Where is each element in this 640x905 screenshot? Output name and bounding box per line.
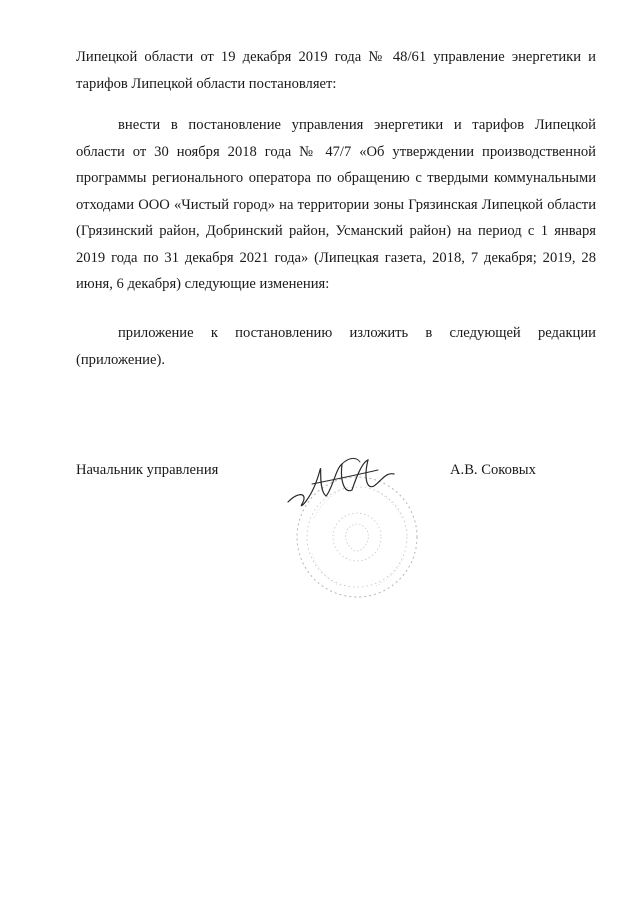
annex-paragraph-block — [76, 320, 596, 373]
signatory-position: Начальник управления — [76, 462, 219, 478]
intro-paragraph: Липецкой области от 19 декабря 2019 года № 48/61 управление энергетики и тарифов Липецкой области постановляет: — [76, 49, 596, 92]
signature-block — [0, 460, 640, 580]
amendment-paragraph: внести в постановление управления энергетики и тарифов Липецкой области от 30 ноября 2018 года № 47/7 «Об утверждении производственной программы регионального оператора по обращению с твердыми коммунальными отходами ООО «Чистый город» на территории зоны Грязинская Липецкой области (Грязинский район, Добринский район, Усманский район) на период с 1 января 2019 года по 31 декабря 2021 года» (Липецкая газета, 2018, 7 декабря; 2019, 28 июня, 6 декабря) следующие изменения: — [76, 117, 596, 292]
signatory-name: А.В. Соковых — [450, 462, 536, 478]
amendment-paragraph-block — [76, 112, 596, 298]
annex-paragraph: приложение к постановлению изложить в следующей редакции (приложение). — [76, 325, 596, 368]
intro-paragraph-block — [76, 44, 596, 97]
handwritten-signature-icon — [282, 450, 412, 520]
